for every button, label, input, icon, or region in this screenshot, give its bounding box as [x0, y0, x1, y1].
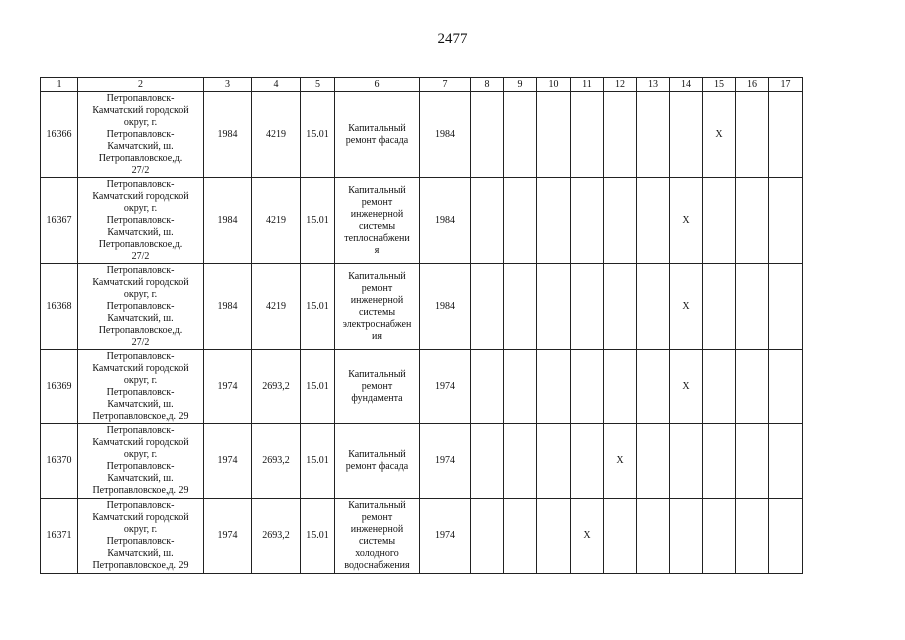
work-type: Капитальный ремонт фасада	[335, 424, 420, 499]
table-row	[41, 499, 803, 574]
work-type: Капитальный ремонт инженерной системы электроснабжен ия	[335, 264, 420, 350]
table-row	[41, 178, 803, 264]
empty-cell	[736, 178, 769, 264]
empty-cell	[670, 424, 703, 499]
build-year: 1984	[204, 264, 252, 350]
empty-cell	[571, 350, 604, 424]
empty-cell	[637, 178, 670, 264]
empty-cell	[769, 178, 803, 264]
repair-registry-table	[40, 77, 803, 574]
empty-cell	[604, 264, 637, 350]
category-code: 15.01	[301, 424, 335, 499]
column-number: 13	[637, 78, 670, 92]
build-year: 1974	[204, 350, 252, 424]
column-number: 8	[471, 78, 504, 92]
empty-cell	[604, 499, 637, 574]
empty-cell	[637, 92, 670, 178]
column-number: 15	[703, 78, 736, 92]
table-row	[41, 264, 803, 350]
empty-cell	[637, 424, 670, 499]
empty-cell	[736, 92, 769, 178]
build-year: 1984	[204, 178, 252, 264]
address-cell: Петропавловск- Камчатский городской округ, г. Петропавловск- Камчатский, ш. Петропавловское,д. 27/2	[78, 92, 204, 178]
category-code: 15.01	[301, 264, 335, 350]
column-number: 3	[204, 78, 252, 92]
empty-cell	[637, 350, 670, 424]
address-cell: Петропавловск- Камчатский городской округ, г. Петропавловск- Камчатский, ш. Петропавловское,д. 29	[78, 350, 204, 424]
empty-cell	[504, 264, 537, 350]
plan-year: 1984	[420, 178, 471, 264]
column-number: 14	[670, 78, 703, 92]
empty-cell	[537, 499, 571, 574]
empty-cell	[504, 499, 537, 574]
column-number: 10	[537, 78, 571, 92]
empty-cell	[471, 424, 504, 499]
empty-cell	[504, 92, 537, 178]
empty-cell	[571, 264, 604, 350]
work-type: Капитальный ремонт инженерной системы холодного водоснабжения	[335, 499, 420, 574]
column-number: 1	[41, 78, 78, 92]
plan-year: 1974	[420, 499, 471, 574]
empty-cell	[703, 424, 736, 499]
record-id: 16366	[41, 92, 78, 178]
empty-cell	[769, 92, 803, 178]
column-number: 7	[420, 78, 471, 92]
category-code: 15.01	[301, 178, 335, 264]
empty-cell	[769, 264, 803, 350]
category-code: 15.01	[301, 92, 335, 178]
record-id: 16369	[41, 350, 78, 424]
empty-cell	[471, 350, 504, 424]
x-mark: X	[670, 350, 703, 424]
empty-cell	[637, 499, 670, 574]
empty-cell	[736, 350, 769, 424]
empty-cell	[571, 92, 604, 178]
empty-cell	[471, 178, 504, 264]
empty-cell	[703, 178, 736, 264]
plan-year: 1974	[420, 424, 471, 499]
x-mark: X	[604, 424, 637, 499]
empty-cell	[637, 264, 670, 350]
x-mark: X	[670, 264, 703, 350]
address-cell: Петропавловск- Камчатский городской округ, г. Петропавловск- Камчатский, ш. Петропавловское,д. 29	[78, 424, 204, 499]
work-type: Капитальный ремонт фундамента	[335, 350, 420, 424]
build-year: 1974	[204, 499, 252, 574]
column-number: 4	[252, 78, 301, 92]
category-code: 15.01	[301, 499, 335, 574]
empty-cell	[670, 499, 703, 574]
category-code: 15.01	[301, 350, 335, 424]
empty-cell	[471, 264, 504, 350]
column-number: 17	[769, 78, 803, 92]
empty-cell	[736, 264, 769, 350]
work-type: Капитальный ремонт инженерной системы теплоснабжени я	[335, 178, 420, 264]
empty-cell	[537, 424, 571, 499]
x-mark: X	[670, 178, 703, 264]
x-mark: X	[703, 92, 736, 178]
record-id: 16370	[41, 424, 78, 499]
area-value: 4219	[252, 178, 301, 264]
empty-cell	[504, 350, 537, 424]
plan-year: 1984	[420, 264, 471, 350]
empty-cell	[471, 499, 504, 574]
empty-cell	[670, 92, 703, 178]
empty-cell	[537, 350, 571, 424]
address-cell: Петропавловск- Камчатский городской округ, г. Петропавловск- Камчатский, ш. Петропавловское,д. 27/2	[78, 178, 204, 264]
build-year: 1974	[204, 424, 252, 499]
record-id: 16367	[41, 178, 78, 264]
empty-cell	[703, 264, 736, 350]
column-number: 16	[736, 78, 769, 92]
column-number: 6	[335, 78, 420, 92]
record-id: 16371	[41, 499, 78, 574]
column-number: 12	[604, 78, 637, 92]
record-id: 16368	[41, 264, 78, 350]
empty-cell	[537, 178, 571, 264]
empty-cell	[769, 499, 803, 574]
x-mark: X	[571, 499, 604, 574]
area-value: 4219	[252, 264, 301, 350]
empty-cell	[604, 92, 637, 178]
empty-cell	[736, 499, 769, 574]
column-number: 9	[504, 78, 537, 92]
column-number: 11	[571, 78, 604, 92]
empty-cell	[571, 424, 604, 499]
table-row	[41, 92, 803, 178]
empty-cell	[604, 350, 637, 424]
work-type: Капитальный ремонт фасада	[335, 92, 420, 178]
column-number: 5	[301, 78, 335, 92]
empty-cell	[604, 178, 637, 264]
empty-cell	[471, 92, 504, 178]
plan-year: 1984	[420, 92, 471, 178]
build-year: 1984	[204, 92, 252, 178]
empty-cell	[703, 350, 736, 424]
address-cell: Петропавловск- Камчатский городской округ, г. Петропавловск- Камчатский, ш. Петропавловское,д. 29	[78, 499, 204, 574]
area-value: 2693,2	[252, 424, 301, 499]
table-row	[41, 424, 803, 499]
plan-year: 1974	[420, 350, 471, 424]
area-value: 2693,2	[252, 350, 301, 424]
area-value: 4219	[252, 92, 301, 178]
empty-cell	[769, 424, 803, 499]
empty-cell	[504, 178, 537, 264]
empty-cell	[537, 92, 571, 178]
page-number: 2477	[437, 31, 468, 47]
empty-cell	[769, 350, 803, 424]
column-number: 2	[78, 78, 204, 92]
empty-cell	[703, 499, 736, 574]
empty-cell	[571, 178, 604, 264]
empty-cell	[504, 424, 537, 499]
empty-cell	[736, 424, 769, 499]
column-number-row	[41, 78, 803, 92]
empty-cell	[537, 264, 571, 350]
address-cell: Петропавловск- Камчатский городской округ, г. Петропавловск- Камчатский, ш. Петропавловское,д. 27/2	[78, 264, 204, 350]
area-value: 2693,2	[252, 499, 301, 574]
table-row	[41, 350, 803, 424]
